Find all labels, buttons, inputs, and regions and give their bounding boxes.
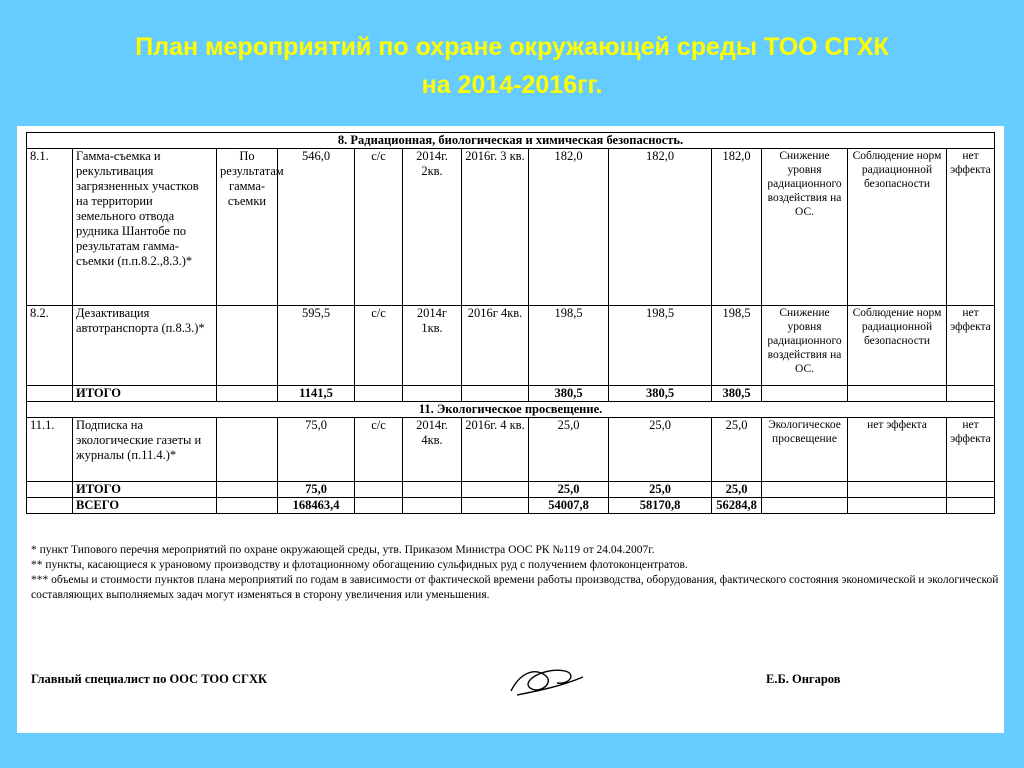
end-date: 2016г. 4 кв. [462,418,529,482]
title-line-2: на 2014-2016гг. [421,71,603,99]
slide-title [0,28,1024,104]
footnotes [31,543,1001,603]
footnote-3: *** объемы и стоимости пунктов плана мероприятий по годам в зависимости от фактической времени работы производства, оборудования, фактического состояния экономической и экологической составляющих выполняемых задач могут изменяться в сторону увеличения или уменьшения. [31,574,999,601]
expected-result: Снижение уровня радиационного воздействия на ОС. [762,149,848,306]
subtotal-2015: 380,5 [609,386,712,402]
measure-name: Подписка на экологические газеты и журналы (п.11.4.)* [73,418,217,482]
basis [217,418,278,482]
section-8-title: 8. Радиационная, биологическая и химическая безопасность. [27,133,995,149]
grand-total-2016: 56284,8 [712,498,762,514]
subtotal-cost: 1141,5 [278,386,355,402]
row-number: 8.1. [27,149,73,306]
table-row [27,306,995,386]
basis: По результатам гамма-съемки [217,149,278,306]
amount-2014: 25,0 [529,418,609,482]
title-line-1: План мероприятий по охране окружающей среды ТОО СГХК [135,33,889,61]
start-date: 2014г. 4кв. [403,418,462,482]
subtotal-row [27,386,995,402]
row-number: 8.2. [27,306,73,386]
signatory-position: Главный специалист по ООС ТОО СГХК [31,672,268,686]
cost: 75,0 [278,418,355,482]
amount-2015: 182,0 [609,149,712,306]
funding-source: с/с [355,418,403,482]
expected-result: Снижение уровня радиационного воздействия на ОС. [762,306,848,386]
scanned-document [17,126,1004,733]
row-number: 11.1. [27,418,73,482]
subtotal-2014: 380,5 [529,386,609,402]
grand-total-2014: 54007,8 [529,498,609,514]
funding-source: с/с [355,306,403,386]
subtotal-label: ИТОГО [73,386,217,402]
section-header [27,402,995,418]
measure-name: Дезактивация автотранспорта (п.8.3.)* [73,306,217,386]
amount-2014: 182,0 [529,149,609,306]
start-date: 2014г. 2кв. [403,149,462,306]
grand-total-cost: 168463,4 [278,498,355,514]
amount-2016: 198,5 [712,306,762,386]
economic-effect: нет эффекта [947,418,995,482]
amount-2016: 25,0 [712,418,762,482]
start-date: 2014г 1кв. [403,306,462,386]
table-row [27,149,995,306]
footnote-2: ** пункты, касающиеся к урановому производству и флотационному обогащению сульфидных руд с получением флотоконцентратов. [31,559,688,571]
table-row [27,418,995,482]
amount-2014: 198,5 [529,306,609,386]
cost: 595,5 [278,306,355,386]
subtotal-2014: 25,0 [529,482,609,498]
cost: 546,0 [278,149,355,306]
section-11-title: 11. Экологическое просвещение. [27,402,995,418]
amount-2015: 198,5 [609,306,712,386]
grand-total-row [27,498,995,514]
subtotal-cost: 75,0 [278,482,355,498]
footnote-1: * пункт Типового перечня мероприятий по охране окружающей среды, утв. Приказом Министра ООС РК №119 от 24.04.2007г. [31,544,655,556]
end-date: 2016г 4кв. [462,306,529,386]
expected-result: Экологическое просвещение [762,418,848,482]
environmental-effect: Соблюдение норм радиационной безопасности [848,149,947,306]
amount-2015: 25,0 [609,418,712,482]
subtotal-label: ИТОГО [73,482,217,498]
subtotal-2015: 25,0 [609,482,712,498]
funding-source: с/с [355,149,403,306]
amount-2016: 182,0 [712,149,762,306]
measures-table [26,132,995,514]
subtotal-2016: 380,5 [712,386,762,402]
grand-total-2015: 58170,8 [609,498,712,514]
subtotal-row [27,482,995,498]
end-date: 2016г. 3 кв. [462,149,529,306]
measure-name: Гамма-съемка и рекультивация загрязненных участков на территории земельного отвода рудника Шантобе по результатам гамма-съемки (п.п.8.2.,8.3.)* [73,149,217,306]
section-header [27,133,995,149]
signatory-name: Е.Б. Онгаров [766,672,841,686]
environmental-effect: нет эффекта [848,418,947,482]
grand-total-label: ВСЕГО [73,498,217,514]
handwritten-signature [507,661,587,701]
subtotal-2016: 25,0 [712,482,762,498]
environmental-effect: Соблюдение норм радиационной безопасности [848,306,947,386]
basis [217,306,278,386]
economic-effect: нет эффекта [947,149,995,306]
economic-effect: нет эффекта [947,306,995,386]
